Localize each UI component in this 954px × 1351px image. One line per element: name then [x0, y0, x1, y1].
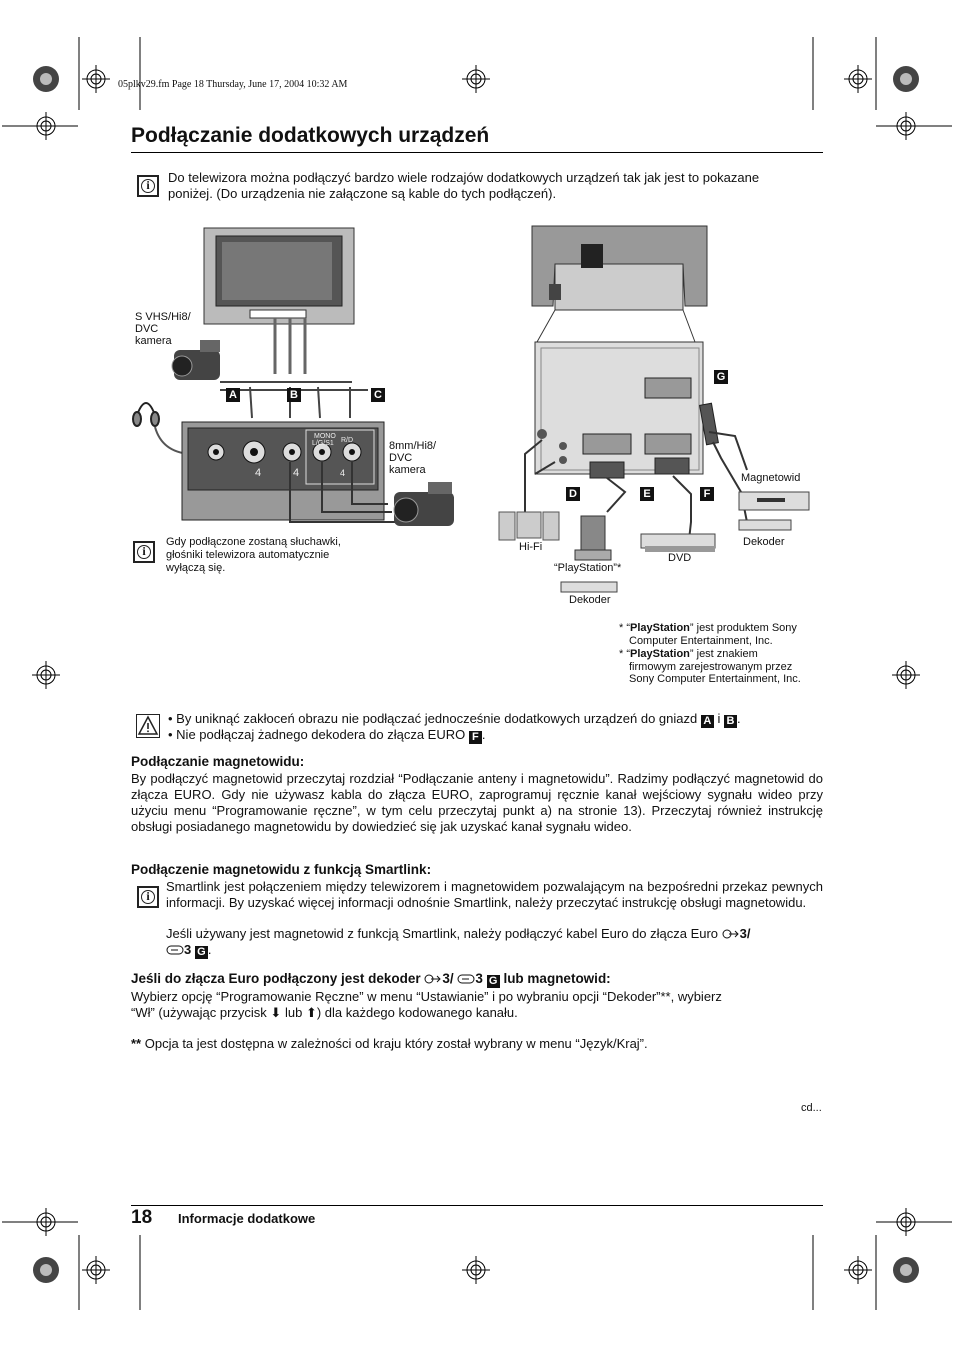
warning-icon — [136, 714, 160, 738]
decoder-body-1: Wybierz opcję “Programowanie Ręczne” w menu “Ustawianie” i po wybraniu opcji “Dekoder”**, wybierz — [131, 989, 722, 1004]
footnote-line-4: firmowym zarejestrowanym przez — [629, 661, 793, 673]
label-hifi: Hi-Fi — [519, 541, 543, 553]
availability-note: ** Opcja ta jest dostępna w zależności od kraju który został wybrany w menu “Język/Kraj”. — [131, 1036, 648, 1051]
footnote-line-3: * “PlayStation” jest znakiem — [619, 648, 758, 660]
vcr-icon — [739, 492, 809, 510]
camcorder-icon-2 — [394, 482, 454, 526]
euro-inout-icon — [166, 945, 184, 955]
footnote-line-5: Sony Computer Entertainment, Inc. — [629, 673, 801, 685]
tag-b: B — [287, 388, 301, 402]
label-svhs-1: S VHS/Hi8/ — [135, 311, 191, 323]
footer-rule — [131, 1205, 823, 1206]
playstation-icon — [575, 516, 611, 560]
intro-line-2: poniżej. (Do urządzenia nie załączone są kable do tych podłączeń). — [168, 186, 557, 201]
continued-marker: cd... — [801, 1102, 822, 1114]
label-dekoder-1: Dekoder — [743, 536, 785, 548]
smartlink-body-1: Smartlink jest połączeniem między telewizorem i magnetowidem pozwalającym na bezpośredni przekaz pewnych informacji. By uzyskać więcej informacji odnośnie Smartlink, należy przeczytać instrukcję obsługi magnetowidu. — [166, 879, 823, 910]
decoder-icon — [739, 520, 791, 530]
panel-rd: R/D — [341, 437, 354, 444]
panel-4c: 4 — [340, 468, 346, 478]
tag-a: A — [226, 388, 240, 402]
label-8mm-1: 8mm/Hi8/ — [389, 440, 437, 452]
label-svhs-3: kamera — [135, 335, 172, 347]
smartlink-body-2: Jeśli używany jest magnetowid z funkcją Smartlink, należy podłączyć kabel Euro do złącza Euro 3/ — [166, 926, 751, 941]
tag-d: D — [566, 487, 580, 501]
headphone-note-2: głośniki telewizora automatycznie — [166, 549, 330, 561]
page-title: Podłączanie dodatkowych urządzeń — [131, 124, 490, 147]
tag-e: E — [640, 487, 654, 501]
decoder-body-2: “Wł” (używając przycisk ⬇ lub ⬆) dla każdego kodowanego kanału. — [131, 1005, 518, 1020]
panel-lr: L/G/S1 — [312, 440, 334, 447]
tag-f: F — [700, 487, 714, 501]
arrow-down-icon: ⬇ — [270, 1005, 282, 1020]
panel-mono: MONO — [314, 433, 336, 440]
headphone-note-1: Gdy podłączone zostaną słuchawki, — [166, 536, 341, 548]
headphone-note-3: wyłączą się. — [166, 562, 226, 574]
euro-input-icon — [722, 929, 740, 939]
tag-c: C — [371, 388, 385, 402]
title-rule — [131, 152, 823, 153]
smartlink-body-3: 3 G . — [166, 942, 466, 959]
euro-inout-icon-2 — [457, 974, 475, 984]
footer-section: Informacje dodatkowe — [178, 1211, 316, 1226]
label-playstation: “PlayStation”* — [554, 562, 622, 574]
camcorder-icon — [172, 340, 220, 380]
label-dvd: DVD — [668, 552, 692, 564]
label-svhs-2: DVC — [135, 323, 159, 335]
dvd-player-icon — [641, 534, 715, 552]
warning-line-1: • By uniknąć zakłoceń obrazu nie podłączać jednocześnie dodatkowych urządzeń do gniazd A i B . — [168, 711, 741, 727]
label-8mm-2: DVC — [389, 452, 413, 464]
front-connection-diagram — [130, 222, 470, 542]
hifi-icon — [499, 512, 559, 540]
warning-line-2: • Nie podłączaj żadnego dekodera do złącza EURO F . — [168, 727, 486, 743]
euro-input-icon-2 — [424, 974, 442, 984]
heading-vcr: Podłączanie magnetowidu: — [131, 754, 305, 769]
info-icon-3: i — [137, 886, 159, 908]
heading-decoder: Jeśli do złącza Euro podłączony jest dekoder 3/ 3 G lub magnetowid: — [131, 971, 611, 987]
footnote-line-2: Computer Entertainment, Inc. — [629, 635, 773, 647]
vcr-body: By podłączyć magnetowid przeczytaj rozdział “Podłączanie anteny i magnetowidu”. Radzimy podłączyć magnetowid do złącza EURO. Gdy nie używasz kabla do złącza EURO, zaprogramuj ręcznie kanał wejściowy sygnału wideo przy użyciu menu “Programowanie ręczne”, w tym celu przeczytaj punkt a) na stronie 13). Przeczytaj również instrukcję obsługi posiadanego magnetowidu by dowiedzieć się jak uzyskać kanał sygnału wideo. — [131, 771, 823, 834]
label-8mm-3: kamera — [389, 464, 426, 476]
heading-smartlink: Podłączenie magnetowidu z funkcją Smartlink: — [131, 862, 432, 877]
arrow-up-icon: ⬆ — [305, 1005, 317, 1020]
decoder-icon-2 — [561, 582, 617, 592]
intro-line-1: Do telewizora można podłączyć bardzo wiele rodzajów dodatkowych urządzeń tak jak jest to pokazane — [168, 170, 760, 185]
label-magnetowid: Magnetowid — [741, 472, 801, 484]
info-icon: i — [137, 175, 159, 197]
page-number: 18 — [131, 1207, 153, 1228]
label-dekoder-2: Dekoder — [569, 594, 611, 606]
file-metadata: 05plkv29.fm Page 18 Thursday, June 17, 2004 10:32 AM — [118, 79, 348, 90]
footnote-line-1: * “PlayStation” jest produktem Sony — [619, 622, 797, 634]
panel-4b: 4 — [293, 467, 300, 479]
panel-4a: 4 — [255, 467, 262, 479]
rear-connection-diagram — [495, 222, 825, 607]
tag-g: G — [714, 370, 728, 384]
info-icon-2: i — [133, 541, 155, 563]
